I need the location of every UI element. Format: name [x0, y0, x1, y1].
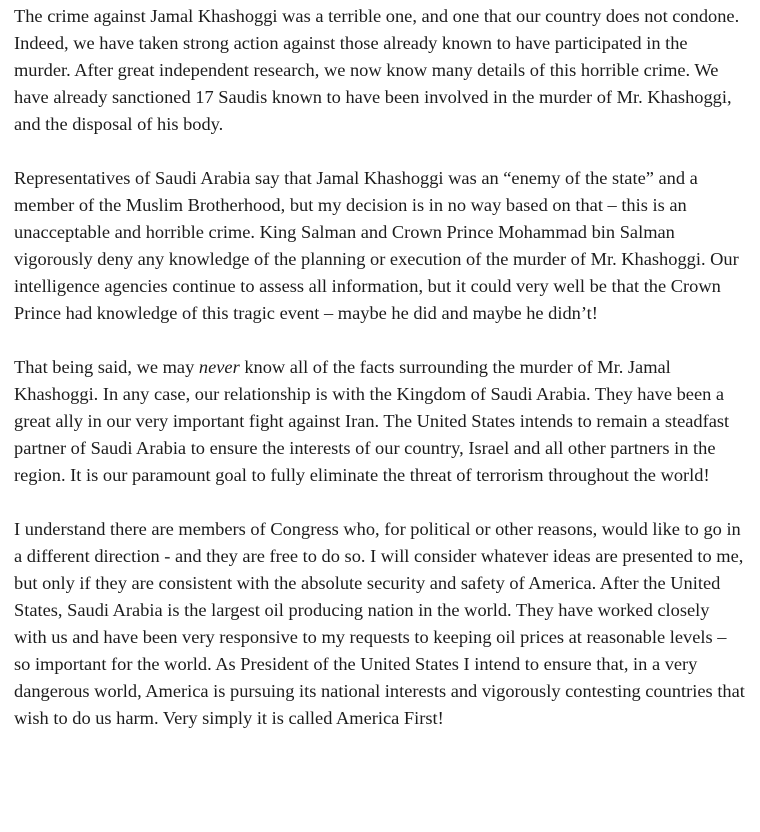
- paragraph-2: Representatives of Saudi Arabia say that Jamal Khashoggi was an “enemy of the state” and a member of the Muslim Brotherhood, but my decision is in no way based on that – this is an unacceptable and horrible crime. King Salman and Crown Prince Mohammad bin Salman vigorously deny any knowledge of the planning or execution of the murder of Mr. Khashoggi. Our intelligence agencies continue to assess all information, but it could very well be that the Crown Prince had knowledge of this tragic event – maybe he did and maybe he didn’t!: [14, 168, 739, 323]
- paragraph-3-rest: know all of the facts surrounding the murder of Mr. Jamal Khashoggi. In any case, our relationship is with the Kingdom of Saudi Arabia. They have been a great ally in our very important fight against Iran. The United States intends to remain a steadfast partner of Saudi Arabia to ensure the interests of our country, Israel and all other partners in the region. It is our paramount goal to fully eliminate the threat of terrorism throughout the world!: [14, 357, 730, 485]
- paragraph-4: I understand there are members of Congress who, for political or other reasons, would like to go in a different direction - and they are free to do so. I will consider whatever ideas are presented to me, but only if they are consistent with the absolute security and safety of America. After the United States, Saudi Arabia is the largest oil producing nation in the world. They have worked closely with us and have been very responsive to my requests to keeping oil prices at reasonable levels – so important for the world. As President of the United States I intend to ensure that, in a very dangerous world, America is pursuing its national interests and vigorously contesting countries that wish to do us harm. Very simply it is called America First!: [14, 519, 745, 728]
- paragraph-3-emphasis: never: [198, 357, 240, 377]
- paragraph-1: The crime against Jamal Khashoggi was a terrible one, and one that our country does not condone. Indeed, we have taken strong action against those already known to have participated in the murder. After great independent research, we now know many details of this horrible crime. We have already sanctioned 17 Saudis known to have been involved in the murder of Mr. Khashoggi, and the disposal of his body.: [14, 6, 740, 134]
- paragraph-3: [14, 354, 746, 489]
- paragraph-3-lead: That being said, we may: [14, 357, 199, 377]
